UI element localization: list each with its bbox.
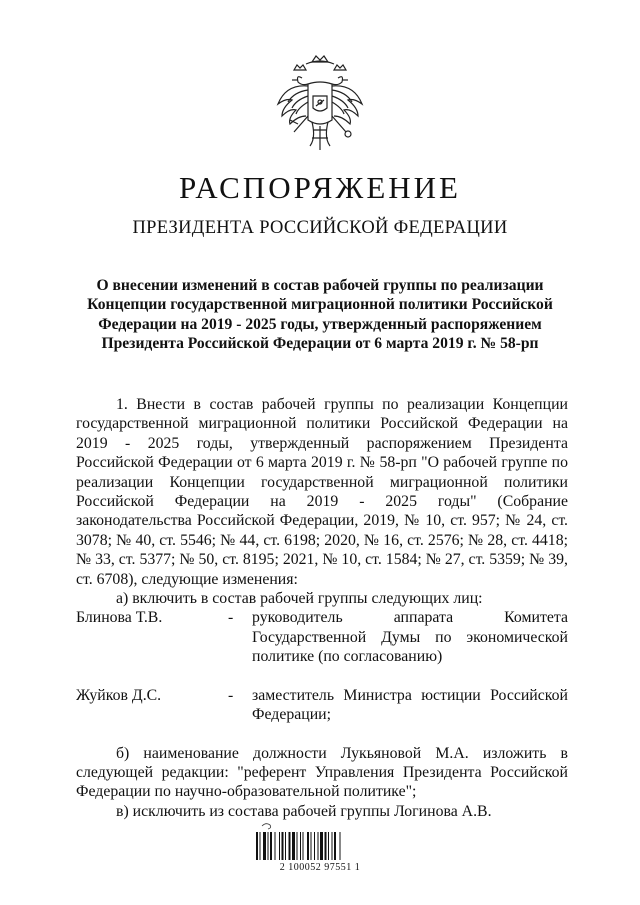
paragraph-1: 1. Внести в состав рабочей группы по реализации Концепции государственной миграционной политики Российской Федерации на 2019 - 2025 годы, утвержденный распоряжением Президента Российской Федерации от 6 марта 2019 г. № 58-рп "О рабочей группе по реализации Концепции государственной миграционной политики Российской Федерации на 2019 - 2025 годы" (Собрание законодательства Российской Федерации, 2019, № 10, ст. 957; № 24, ст. 3078; № 40, ст. 5546; № 44, ст. 6198; 2020, № 16, ст. 2576; № 28, ст. 4418; № 33, ст. 5377; № 50, ст. 8195; 2021, № 10, ст. 1584; № 27, ст. 5359; № 39, ст. 6708), следующие изменения: [76,396,568,588]
item-b: б) наименование должности Лукьяновой М.А. изложить в следующей редакции: "референт Управления Президента Российской Федерации по научно-образовательной политике"; [76,744,568,801]
item-a: а) включить в состав рабочей группы следующих лиц: [116,590,483,608]
barcode-icon [250,820,390,884]
document-subtitle: ПРЕЗИДЕНТА РОССИЙСКОЙ ФЕДЕРАЦИИ [132,218,508,238]
member-name: Жуйков Д.С. [76,686,162,704]
member-row-1 [76,608,568,666]
spacer [76,667,568,686]
member-position: заместитель Министра юстиции Российской Федерации; [252,686,568,724]
spacer [76,725,568,744]
member-name: Блинова Т.В. [76,609,163,627]
member-row-2 [76,686,568,725]
barcode-number: 2 100052 97551 1 [279,862,361,873]
document-title: РАСПОРЯЖЕНИЕ [179,170,461,205]
member-dash: - [228,609,234,627]
coat-of-arms-icon [272,54,368,156]
document-body [76,395,568,821]
document-heading: О внесении изменений в состав рабочей группы по реализации Концепции государственной миграционной политики Российской Федерации на 2019 - 2025 годы, утвержденный распоряжением Президента Российской Федерации от 6 марта 2019 г. № 58-рп [87,277,553,352]
member-position: руководитель аппарата Комитета Государственной Думы по экономической политике (по согласованию) [252,609,568,666]
member-dash: - [228,686,234,704]
item-c: в) исключить из состава рабочей группы Логинова А.В. [116,802,492,820]
